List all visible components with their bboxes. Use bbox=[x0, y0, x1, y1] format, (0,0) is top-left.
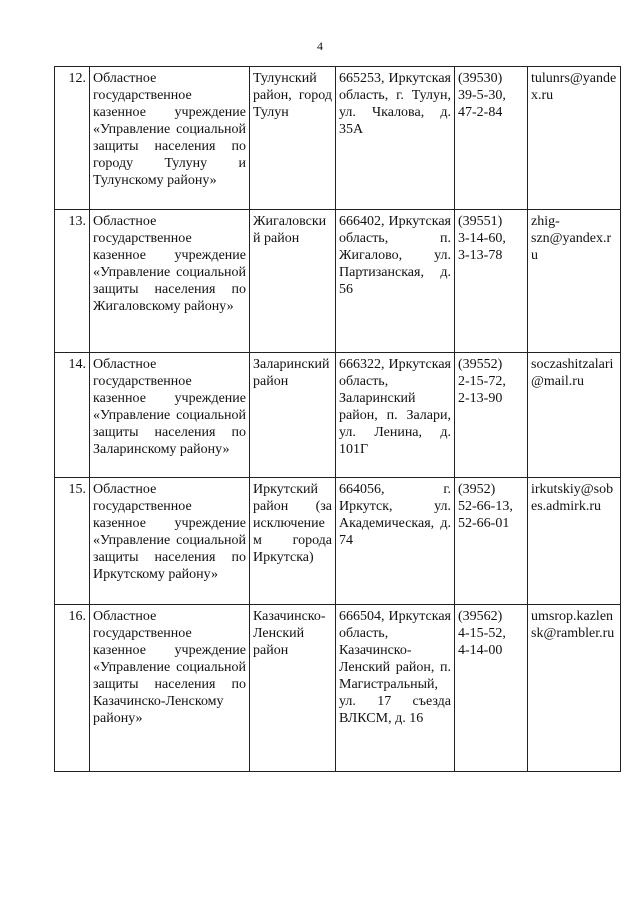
phone-number: 3-14-60, bbox=[458, 231, 506, 246]
institution-name-cell: Областное государственное казенное учреждение «Управление социальной защиты населения по Заларинскому району» bbox=[90, 353, 250, 478]
email-cell: zhig-szn@yandex.ru bbox=[528, 210, 621, 353]
phone-cell bbox=[455, 605, 528, 772]
phone-number: 39-5-30, bbox=[458, 88, 506, 103]
district-cell: Казачинско-Ленский район bbox=[250, 605, 336, 772]
address-cell: 666504, Иркутская область, Казачинско-Ленский район, п. Магистральный, ул. 17 съезда ВЛКСМ, д. 16 bbox=[336, 605, 455, 772]
address-cell: 664056, г. Иркутск, ул. Академическая, д. 74 bbox=[336, 478, 455, 605]
phone-cell bbox=[455, 67, 528, 210]
phone-number: 52-66-13, bbox=[458, 499, 513, 514]
phone-number: 2-13-90 bbox=[458, 391, 503, 406]
page-number: 4 bbox=[317, 39, 323, 53]
address-cell: 666402, Иркутская область, п. Жигалово, ул. Партизанская, д. 56 bbox=[336, 210, 455, 353]
phone-number: 3-13-78 bbox=[458, 248, 503, 263]
phone-cell bbox=[455, 210, 528, 353]
table-row bbox=[55, 210, 621, 353]
table-row bbox=[55, 353, 621, 478]
phone-number: 4-15-52, bbox=[458, 626, 506, 641]
address-cell: 666322, Иркутская область, Заларинский район, п. Залари, ул. Ленина, д. 101Г bbox=[336, 353, 455, 478]
row-number-cell: 16. bbox=[55, 605, 90, 772]
email-cell: soczashitzalari@mail.ru bbox=[528, 353, 621, 478]
email-cell: umsrop.kazlensk@rambler.ru bbox=[528, 605, 621, 772]
institution-name-cell: Областное государственное казенное учреждение «Управление социальной защиты населения по городу Тулуну и Тулунскому району» bbox=[90, 67, 250, 210]
institution-name-cell: Областное государственное казенное учреждение «Управление социальной защиты населения по Казачинско-Ленскому району» bbox=[90, 605, 250, 772]
email-cell: irkutskiy@sobes.admirk.ru bbox=[528, 478, 621, 605]
table-row bbox=[55, 478, 621, 605]
institutions-table bbox=[54, 66, 621, 772]
phone-code: (39552) bbox=[458, 357, 503, 372]
phone-number: 2-15-72, bbox=[458, 374, 506, 389]
table-row bbox=[55, 67, 621, 210]
phone-cell bbox=[455, 353, 528, 478]
district-cell: Тулунский район, город Тулун bbox=[250, 67, 336, 210]
row-number-cell: 15. bbox=[55, 478, 90, 605]
table-row bbox=[55, 605, 621, 772]
institution-name-cell: Областное государственное казенное учреждение «Управление социальной защиты населения по Жигаловскому району» bbox=[90, 210, 250, 353]
email-cell: tulunrs@yandex.ru bbox=[528, 67, 621, 210]
address-cell: 665253, Иркутская область, г. Тулун, ул. Чкалова, д. 35А bbox=[336, 67, 455, 210]
phone-number: 52-66-01 bbox=[458, 516, 510, 531]
phone-code: (39562) bbox=[458, 609, 503, 624]
phone-cell bbox=[455, 478, 528, 605]
phone-code: (3952) bbox=[458, 482, 496, 497]
row-number-cell: 12. bbox=[55, 67, 90, 210]
phone-number: 4-14-00 bbox=[458, 643, 503, 658]
district-cell: Жигаловский район bbox=[250, 210, 336, 353]
row-number-cell: 14. bbox=[55, 353, 90, 478]
institution-name-cell: Областное государственное казенное учреждение «Управление социальной защиты населения по Иркутскому району» bbox=[90, 478, 250, 605]
phone-number: 47-2-84 bbox=[458, 105, 503, 120]
row-number-cell: 13. bbox=[55, 210, 90, 353]
phone-code: (39530) bbox=[458, 71, 503, 86]
phone-code: (39551) bbox=[458, 214, 503, 229]
district-cell: Заларинский район bbox=[250, 353, 336, 478]
district-cell: Иркутский район (за исключением города Иркутска) bbox=[250, 478, 336, 605]
